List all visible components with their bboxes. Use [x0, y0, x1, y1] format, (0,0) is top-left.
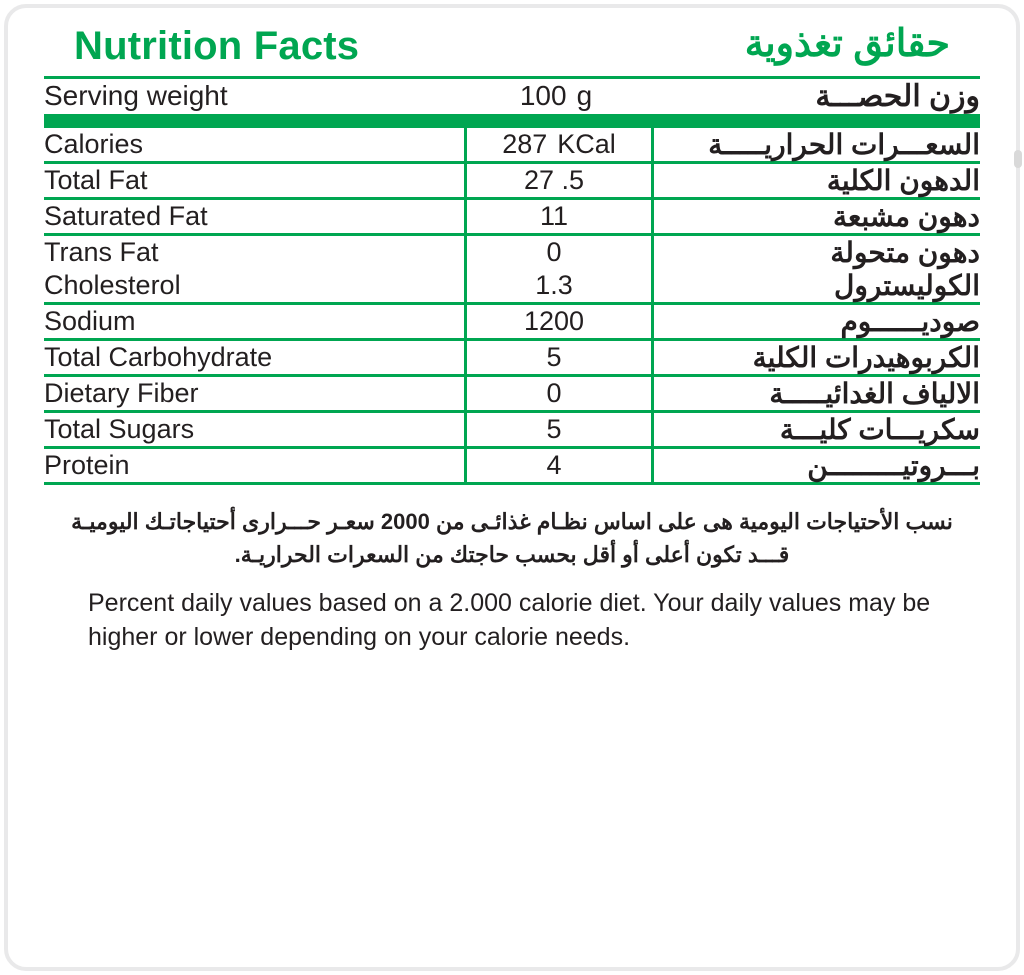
row-value — [466, 128, 653, 163]
nutrition-facts-content — [10, 0, 1014, 654]
row-value — [466, 375, 653, 411]
row-label-ar: الكوليسترول — [653, 269, 981, 304]
page-title-en: Nutrition Facts — [74, 23, 360, 68]
row-value-unit — [562, 342, 572, 372]
row-label-en: Cholesterol — [44, 269, 466, 304]
table-row — [44, 303, 980, 339]
table-row — [44, 198, 980, 234]
row-value — [466, 162, 653, 198]
row-value — [466, 447, 653, 483]
row-label-en: Total Fat — [44, 162, 466, 198]
row-value-unit — [562, 414, 572, 444]
row-label-ar: الكربوهيدرات الكلية — [653, 339, 981, 375]
row-value-unit — [562, 237, 572, 267]
table-row — [44, 339, 980, 375]
row-value-number: 0 — [546, 377, 562, 408]
row-value-number: 4 — [546, 449, 562, 480]
divider-thick — [44, 114, 980, 128]
row-value-unit — [562, 378, 572, 408]
row-label-en: Calories — [44, 128, 466, 163]
row-value-number: 1.3 — [535, 269, 573, 300]
serving-label-ar: وزن الحصـــة — [815, 79, 980, 113]
row-label-ar: دهون متحولة — [830, 236, 980, 268]
footnote-english: Percent daily values based on a 2.000 calorie diet. Your daily values may be higher or lower depending on your calorie needs. — [88, 588, 931, 651]
row-label-en: Sodium — [44, 303, 466, 339]
table-row — [44, 128, 980, 163]
row-value — [466, 269, 653, 304]
row-value-number: 0 — [546, 236, 562, 267]
row-label-ar: الدهون الكلية — [653, 162, 981, 198]
serving-row — [44, 79, 980, 114]
row-value — [466, 234, 653, 269]
row-value-number: 27 .5 — [523, 164, 585, 195]
scroll-nub[interactable] — [1014, 150, 1022, 168]
row-value-unit — [584, 165, 594, 195]
row-value-unit — [584, 306, 594, 336]
row-label-ar: دهون مشبعة — [653, 198, 981, 234]
row-value-unit — [568, 201, 578, 231]
row-value — [466, 198, 653, 234]
row-label-en: Saturated Fat — [44, 198, 466, 234]
row-label-ar: بـــروتيـــــــــن — [653, 447, 981, 483]
row-value-number: 287 — [502, 128, 548, 159]
serving-value-unit: g — [576, 80, 593, 112]
row-value-number: 1200 — [523, 305, 585, 336]
row-label-ar: الالياف الغدائيـــــة — [653, 375, 981, 411]
row-value-number: 5 — [546, 413, 562, 444]
row-value-number: 11 — [539, 200, 569, 231]
row-label-en: Total Carbohydrate — [44, 339, 466, 375]
row-label-en: Total Sugars — [44, 411, 466, 447]
nutrients-table — [44, 128, 980, 485]
row-value — [466, 303, 653, 339]
table-row — [44, 234, 980, 269]
row-label-ar: صودﻳــــــوم — [653, 303, 981, 339]
row-value-unit — [573, 270, 583, 300]
row-value — [466, 339, 653, 375]
table-row — [44, 375, 980, 411]
table-row — [44, 269, 980, 304]
footnote-arabic: نسب الأحتياجات اليومية هى على اساس نظـام غذائـى من 2000 سعـر حـــرارى أحتياجاتـك اليوميـة قـــد تكون أعلى أو أقل بحسب حاجتك من السعرات الحرارﻳـة. — [71, 508, 953, 567]
row-label-en: Trans Fat — [44, 236, 159, 267]
row-value — [466, 411, 653, 447]
row-label-ar: السعـــرات الحرارﻳـــــة — [653, 128, 981, 163]
row-label-en: Dietary Fiber — [44, 375, 466, 411]
serving-value — [464, 79, 648, 114]
table-row — [44, 447, 980, 483]
row-value-unit: KCal — [557, 128, 616, 159]
page-title-ar: حقائق تغذوية — [744, 23, 950, 65]
row-label-ar: سكرﻳـــات كليـــة — [653, 411, 981, 447]
row-value-unit — [562, 450, 572, 480]
table-row — [44, 162, 980, 198]
row-label-en: Protein — [44, 447, 466, 483]
serving-table — [44, 79, 980, 114]
serving-label-en: Serving weight — [44, 80, 228, 112]
header — [30, 18, 994, 76]
row-value-number: 5 — [546, 341, 562, 372]
footnotes — [44, 501, 980, 655]
table-row — [44, 411, 980, 447]
serving-value-number: 100 — [519, 80, 567, 112]
